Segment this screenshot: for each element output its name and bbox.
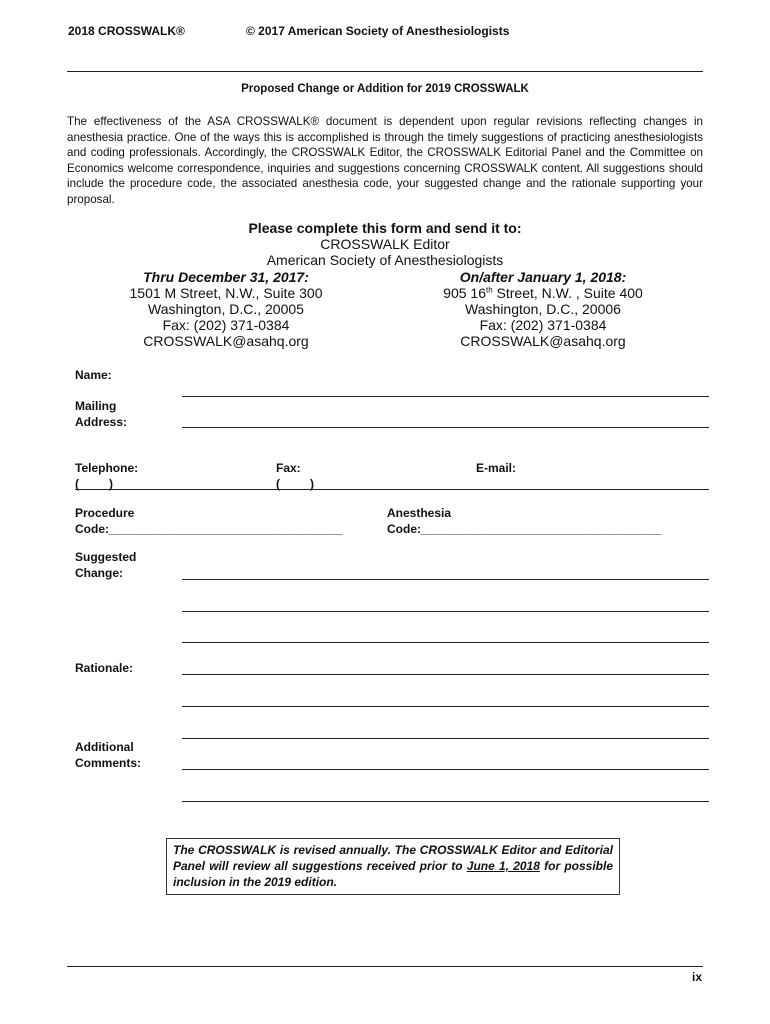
address-after-city: Washington, D.C., 20006 [465,301,621,317]
send-to-organization: American Society of Anesthesiologists [266,252,504,268]
additional-comments-label [75,739,141,771]
anesthesia-label-line1: Anesthesia [387,506,452,520]
rationale-label: Rationale: [75,661,134,675]
address-before-heading: Thru December 31, 2017: [143,269,309,285]
notice-text-end: for possible inclusion in the 2019 edition. [173,859,613,889]
address-before [76,269,376,349]
telephone-label-text: Telephone: [75,461,139,475]
address-after-email: CROSSWALK@asahq.org [460,333,626,349]
name-field[interactable] [182,396,709,397]
address-before-email: CROSSWALK@asahq.org [143,333,309,349]
anesthesia-code-label[interactable] [387,505,661,537]
mailing-label-line1: Mailing [75,399,117,413]
suggested-label-line1: Suggested [75,550,137,564]
street-number: 905 16 [443,285,486,301]
procedure-code-label[interactable] [75,505,343,537]
address-before-city: Washington, D.C., 20005 [148,301,304,317]
suggested-change-line-3[interactable] [182,642,709,643]
name-label: Name: [75,368,112,382]
mailing-label-line2: Address: [75,415,128,429]
revision-notice-box [166,838,620,895]
notice-text: The CROSSWALK is revised annually. The CROSSWALK Editor and Editorial Panel will review all suggestions received prior to [173,843,613,873]
header-rule [67,71,703,72]
street-ordinal: th [485,285,493,295]
suggested-change-line-1[interactable] [182,579,709,580]
address-before-fax: Fax: (202) 371-0384 [162,317,290,333]
fax-label [276,460,314,492]
additional-label-line1: Additional [75,740,134,754]
anesthesia-code-field[interactable]: Code:____________________________________ [387,522,662,536]
header-copyright: © 2017 American Society of Anesthesiologists [246,24,510,38]
rationale-line-1[interactable] [182,674,709,675]
procedure-code-field[interactable]: Code:___________________________________ [75,522,343,536]
contact-field-line[interactable] [75,489,709,490]
intro-paragraph: The effectiveness of the ASA CROSSWALK® document is dependent upon regular revisions reflecting changes in anesthesia practice. One of the ways this is accomplished is through the timely suggestions of practicing anesthesiologists and coding professionals. Accordingly, the CROSSWALK Editor, the CROSSWALK Editorial Panel and the Committee on Economics welcome correspondence, inquiries and suggestions concerning CROSSWALK content. All suggestions should include the procedure code, the associated anesthesia code, your suggested change and the rationale supporting your proposal. [67,115,703,206]
mailing-address-label [75,398,127,430]
address-after-fax: Fax: (202) 371-0384 [479,317,607,333]
fax-area-code: ( ) [276,477,314,491]
address-before-street: 1501 M Street, N.W., Suite 300 [129,285,323,301]
email-label: E-mail: [476,461,517,475]
suggested-change-line-2[interactable] [182,611,709,612]
comments-line-1[interactable] [182,769,709,770]
address-after-street [393,285,693,301]
notice-deadline: June 1, 2018 [466,859,540,873]
header-edition: 2018 CROSSWALK® [68,24,185,38]
rationale-line-3[interactable] [182,738,709,739]
rationale-line-2[interactable] [182,706,709,707]
telephone-label [75,460,138,492]
fax-label-text: Fax: [276,461,301,475]
address-after-heading: On/after January 1, 2018: [459,269,627,285]
suggested-label-line2: Change: [75,566,123,580]
page-title: Proposed Change or Addition for 2019 CROSSWALK [241,83,529,95]
footer-rule [67,966,703,967]
address-after [393,269,693,349]
comments-line-2[interactable] [182,801,709,802]
suggested-change-label [75,549,136,581]
page-number: ix [691,970,702,984]
telephone-area-code: ( ) [75,477,113,491]
mailing-address-field[interactable] [182,427,709,428]
additional-label-line2: Comments: [75,756,142,770]
street-rest: Street, N.W. , Suite 400 [492,285,643,301]
procedure-label-line1: Procedure [75,506,135,520]
send-to-heading: Please complete this form and send it to: [248,220,522,236]
send-to-editor: CROSSWALK Editor [320,236,450,252]
